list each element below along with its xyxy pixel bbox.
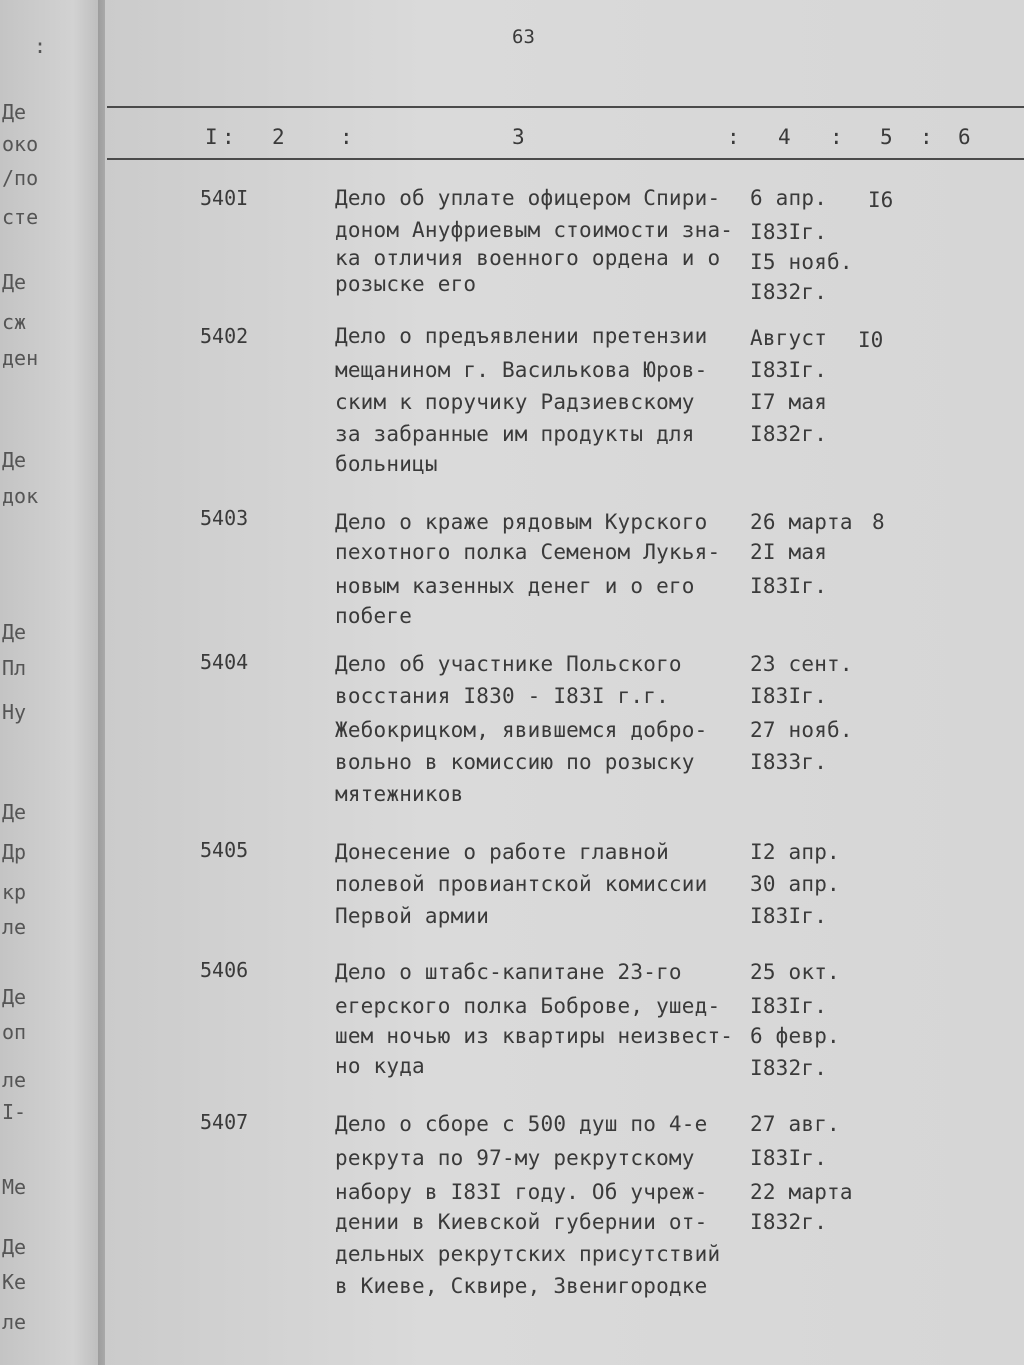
entry-date-line: Август [750,326,828,350]
column-header-2: 2 [272,125,285,149]
entry-title-line: ка отличия военного ордена и о [335,246,721,270]
entry-title-line: восстания I830 - I83I г.г. [335,684,669,708]
left-page-mark: око [2,132,39,156]
entry-title-line: новым казенных денег и о его [335,574,695,598]
left-page-mark: сж [2,310,27,334]
entry-date-line: I83Iг. [750,220,828,244]
left-page-mark: : [34,34,47,58]
column-header-1: I [205,125,218,149]
entry-title-line: Жебокрицком, явившемся добро- [335,718,708,742]
entry-date-line: 6 апр. [750,186,828,210]
entry-title-line: мятежников [335,782,464,806]
column-header-5: 5 [880,125,893,149]
entry-date-line: 23 сент. [750,652,853,676]
header-bottom-rule [107,158,1024,160]
column-header-6: 6 [958,125,971,149]
entry-date-line: 27 нояб. [750,718,853,742]
left-page-mark: ле [2,915,27,939]
entry-title-line: больницы [335,452,438,476]
entry-date-line: I832г. [750,1056,828,1080]
entry-title-line: за забранные им продукты для [335,422,695,446]
column-separator: : [222,125,235,149]
left-page-mark: Ке [2,1270,27,1294]
entry-number: 5402 [200,324,249,348]
entry-date-line: I832г. [750,280,828,304]
entry-title-line: пехотного полка Семеном Лукья- [335,540,721,564]
entry-title-line: полевой провиантской комиссии [335,872,708,896]
left-page-mark: Пл [2,656,27,680]
entry-date-line: I5 нояб. [750,250,853,274]
left-page-mark: кр [2,880,27,904]
entry-date-line: I83Iг. [750,358,828,382]
entry-title-line: розыске его [335,272,477,296]
entry-date-line: 27 авг. [750,1112,840,1136]
left-page-mark: Др [2,840,27,864]
column-separator: : [920,125,933,149]
left-page-mark: Де [2,100,27,124]
entry-title-line: рекрута по 97-му рекрутскому [335,1146,695,1170]
entry-title-line: Дело о предъявлении претензии [335,324,708,348]
entry-date-line: 22 марта [750,1180,853,1204]
left-page-mark: оп [2,1020,27,1044]
entry-date-line: 2I мая [750,540,828,564]
entry-sheet-count: 8 [872,510,885,534]
entry-date-line: I83Iг. [750,904,828,928]
entry-title-line: Донесение о работе главной [335,840,669,864]
left-page-mark: ден [2,346,39,370]
left-page-mark: сте [2,205,39,229]
entry-date-line: 25 окт. [750,960,840,984]
entry-title-line: дении в Киевской губернии от- [335,1210,708,1234]
left-page-mark: I- [2,1100,27,1124]
left-page-mark: ле [2,1068,27,1092]
column-separator: : [830,125,843,149]
entry-date-line: 26 марта [750,510,853,534]
entry-title-line: егерского полка Боброве, ушед- [335,994,721,1018]
entry-number: 5406 [200,958,249,982]
entry-title-line: вольно в комиссию по розыску [335,750,695,774]
entry-title-line: набору в I83I году. Об учреж- [335,1180,708,1204]
column-separator: : [727,125,740,149]
entry-title-line: мещанином г. Василькова Юров- [335,358,708,382]
left-page-mark: Ну [2,700,27,724]
column-header-3: 3 [512,125,525,149]
left-page-mark: Де [2,1235,27,1259]
header-top-rule [107,106,1024,108]
left-page-mark: ле [2,1310,27,1334]
entry-sheet-count: I6 [868,188,894,212]
entry-title-line: Первой армии [335,904,490,928]
entry-title-line: дельных рекрутских присутствий [335,1242,721,1266]
entry-date-line: I83Iг. [750,994,828,1018]
entry-date-line: I2 апр. [750,840,840,864]
column-separator: : [340,125,353,149]
entry-date-line: I832г. [750,1210,828,1234]
entry-date-line: I83Iг. [750,684,828,708]
entry-title-line: Дело об уплате офицером Спири- [335,186,721,210]
left-page-mark: Де [2,800,27,824]
left-page-mark: Де [2,270,27,294]
entry-date-line: I7 мая [750,390,828,414]
entry-title-line: в Киеве, Сквире, Звенигородке [335,1274,708,1298]
entry-date-line: I83Iг. [750,1146,828,1170]
entry-number: 5405 [200,838,249,862]
entry-title-line: Дело об участнике Польского [335,652,682,676]
left-page-mark: /по [2,166,39,190]
entry-title-line: но куда [335,1054,425,1078]
entry-title-line: побеге [335,604,413,628]
entry-title-line: доном Ануфриевым стоимости зна- [335,218,734,242]
entry-date-line: I833г. [750,750,828,774]
left-page-mark: док [2,484,39,508]
entry-title-line: Дело о краже рядовым Курского [335,510,708,534]
entry-number: 5403 [200,506,249,530]
left-page-mark: Де [2,985,27,1009]
entry-number: 5407 [200,1110,249,1134]
entry-title-line: Дело о штабс-капитане 23-го [335,960,682,984]
entry-date-line: I832г. [750,422,828,446]
left-page-mark: Де [2,448,27,472]
page-number: 63 [512,26,535,48]
entry-title-line: шем ночью из квартиры неизвест- [335,1024,734,1048]
entry-sheet-count: I0 [858,328,884,352]
column-header-4: 4 [778,125,791,149]
entry-date-line: 30 апр. [750,872,840,896]
entry-number: 5404 [200,650,249,674]
left-page-mark: Ме [2,1175,27,1199]
entry-title-line: ским к поручику Радзиевскому [335,390,695,414]
entry-date-line: 6 февр. [750,1024,840,1048]
entry-date-line: I83Iг. [750,574,828,598]
entry-number: 540I [200,186,249,210]
left-page-mark: Де [2,620,27,644]
entry-title-line: Дело о сборе с 500 душ по 4-е [335,1112,708,1136]
